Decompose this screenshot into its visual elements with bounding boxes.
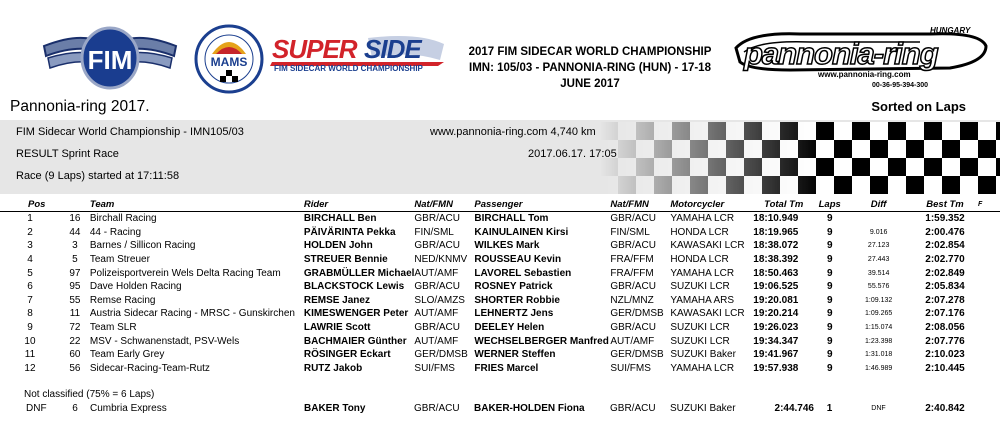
row-team: Dave Holden Racing bbox=[89, 281, 182, 293]
dnf-row bbox=[0, 402, 1000, 416]
row-rider: HOLDEN John bbox=[303, 240, 373, 252]
row-rider-nat: GBR/ACU bbox=[414, 240, 460, 252]
row-diff: 1:15.074 bbox=[865, 324, 893, 332]
row-total-time: 19:34.347 bbox=[753, 335, 799, 347]
table-row bbox=[0, 334, 1000, 348]
row-laps: 9 bbox=[826, 308, 833, 320]
row-motorcycle: SUZUKI Baker bbox=[670, 349, 736, 361]
row-rider-nat: NED/KNMV bbox=[414, 254, 468, 266]
row-pos: 7 bbox=[27, 294, 33, 306]
row-total-time: 18:19.965 bbox=[753, 226, 799, 238]
row-passenger-nat: GER/DMSB bbox=[610, 308, 664, 320]
row-rider-nat: AUT/AMF bbox=[414, 267, 459, 279]
row-passenger: WECHSELBERGER Manfred bbox=[474, 335, 609, 347]
row-team: Polizeisportverein Wels Delta Racing Team bbox=[89, 267, 281, 279]
dnf-passenger-nat: GBR/ACU bbox=[610, 403, 656, 415]
row-passenger: FRIES Marcel bbox=[474, 362, 539, 374]
row-motorcycle: KAWASAKI LCR bbox=[670, 308, 745, 320]
row-total-time: 18:38.392 bbox=[753, 254, 799, 266]
table-row bbox=[0, 348, 1000, 362]
row-laps: 9 bbox=[826, 213, 833, 225]
superside-text-super: SUPER bbox=[272, 34, 357, 64]
row-total-time: 19:20.214 bbox=[753, 308, 799, 320]
row-rider: PÄIVÄRINTA Pekka bbox=[303, 226, 396, 238]
result-label: RESULT Sprint Race bbox=[16, 148, 119, 160]
dnf-motorcycle: SUZUKI Baker bbox=[670, 403, 736, 415]
row-motorcycle: KAWASAKI LCR bbox=[670, 240, 745, 252]
row-pos: 1 bbox=[27, 213, 33, 225]
row-number: 44 bbox=[69, 226, 81, 238]
header-diff: Diff bbox=[845, 197, 912, 212]
pannonia-ring-name: pannonia-ring bbox=[744, 36, 938, 71]
row-diff: 27.443 bbox=[867, 256, 890, 264]
table-row bbox=[0, 307, 1000, 321]
row-laps: 9 bbox=[826, 335, 833, 347]
row-pos: 5 bbox=[27, 267, 33, 279]
dnf-passenger: BAKER-HOLDEN Fiona bbox=[474, 403, 585, 415]
event-info bbox=[455, 44, 725, 92]
header-team: Team bbox=[90, 197, 304, 212]
row-motorcycle: YAMAHA LCR bbox=[670, 267, 735, 279]
header-num bbox=[60, 197, 90, 212]
row-rider: BIRCHALL Ben bbox=[303, 213, 377, 225]
dnf-team: Cumbria Express bbox=[90, 403, 167, 415]
table-row bbox=[0, 226, 1000, 240]
row-team: Team Streuer bbox=[89, 254, 150, 266]
row-passenger-nat: FIN/SML bbox=[610, 226, 650, 238]
row-best-time: 2:05.834 bbox=[925, 281, 965, 293]
row-diff: 1:46.989 bbox=[865, 364, 893, 372]
row-diff: 9.016 bbox=[869, 228, 888, 236]
header-passenger-nat: Nat/FMN bbox=[610, 197, 670, 212]
row-passenger: KAINULAINEN Kirsi bbox=[474, 226, 569, 238]
row-team: Team SLR bbox=[89, 322, 137, 334]
header-laps: Laps bbox=[814, 197, 845, 212]
row-flag bbox=[978, 212, 1000, 226]
table-row bbox=[0, 239, 1000, 253]
row-number: 56 bbox=[69, 362, 81, 374]
row-pos: 12 bbox=[24, 362, 36, 374]
row-flag bbox=[978, 226, 1000, 240]
superside-subtitle: FIM SIDECAR WORLD CHAMPIONSHIP bbox=[274, 64, 423, 73]
row-passenger-nat: FRA/FFM bbox=[610, 254, 654, 266]
row-flag bbox=[978, 307, 1000, 321]
row-motorcycle: HONDA LCR bbox=[670, 254, 729, 266]
row-diff: 1:09.265 bbox=[865, 310, 893, 318]
row-laps: 9 bbox=[826, 349, 833, 361]
fim-logo bbox=[40, 24, 180, 94]
row-number: 97 bbox=[69, 267, 81, 279]
row-best-time: 2:02.849 bbox=[925, 267, 965, 279]
track-label: www.pannonia-ring.com 4,740 km bbox=[430, 126, 596, 138]
row-diff: 39.514 bbox=[867, 269, 890, 277]
row-passenger: SHORTER Robbie bbox=[474, 294, 560, 306]
dnf-best-time: 2:40.842 bbox=[925, 403, 965, 415]
row-rider: REMSE Janez bbox=[303, 294, 370, 306]
row-motorcycle: HONDA LCR bbox=[670, 226, 729, 238]
row-rider-nat: GBR/ACU bbox=[414, 281, 460, 293]
row-motorcycle: YAMAHA LCR bbox=[670, 213, 735, 225]
document-title: Pannonia-ring 2017. bbox=[10, 98, 150, 115]
row-passenger: LAVOREL Sebastien bbox=[474, 267, 572, 279]
row-diff: 55.576 bbox=[867, 283, 890, 291]
row-total-time: 19:41.967 bbox=[753, 349, 799, 361]
header-motorcycle: Motorcycler bbox=[670, 197, 753, 212]
row-pos: 11 bbox=[24, 349, 36, 361]
row-passenger-nat: GBR/ACU bbox=[610, 213, 656, 225]
row-flag bbox=[978, 266, 1000, 280]
row-rider: BLACKSTOCK Lewis bbox=[303, 281, 405, 293]
row-number: 16 bbox=[69, 213, 81, 225]
row-laps: 9 bbox=[826, 281, 833, 293]
row-passenger-nat: FRA/FFM bbox=[610, 267, 654, 279]
row-rider-nat: SLO/AMZS bbox=[414, 294, 465, 306]
row-number: 22 bbox=[69, 335, 81, 347]
row-passenger-nat: NZL/MNZ bbox=[610, 294, 654, 306]
row-rider-nat: AUT/AMF bbox=[414, 308, 459, 320]
row-pos: 3 bbox=[27, 240, 33, 252]
row-number: 3 bbox=[72, 240, 78, 252]
row-team: Birchall Racing bbox=[89, 213, 157, 225]
dnf-pos: DNF bbox=[26, 403, 47, 415]
row-flag bbox=[978, 239, 1000, 253]
row-pos: 8 bbox=[27, 308, 33, 320]
row-diff bbox=[845, 212, 912, 226]
row-passenger-nat: SUI/FMS bbox=[610, 362, 651, 374]
row-best-time: 2:07.776 bbox=[925, 335, 965, 347]
row-flag bbox=[978, 253, 1000, 267]
row-passenger-nat: GBR/ACU bbox=[610, 240, 656, 252]
row-diff: 27.123 bbox=[867, 242, 890, 250]
event-title: 2017 FIM SIDECAR WORLD CHAMPIONSHIP bbox=[468, 46, 712, 58]
header-passenger: Passenger bbox=[474, 197, 610, 212]
row-rider-nat: GBR/ACU bbox=[414, 213, 460, 225]
row-best-time: 2:10.023 bbox=[925, 349, 965, 361]
row-rider: RÖSINGER Eckart bbox=[303, 349, 391, 361]
row-team: Barnes / Sillicon Racing bbox=[89, 240, 196, 252]
table-row bbox=[0, 321, 1000, 335]
header-best-time: Best Tm bbox=[912, 197, 978, 212]
row-laps: 9 bbox=[826, 294, 833, 306]
row-flag bbox=[978, 334, 1000, 348]
not-classified-table bbox=[0, 402, 1000, 416]
row-total-time: 19:06.525 bbox=[753, 281, 799, 293]
dnf-rider-nat: GBR/ACU bbox=[414, 403, 460, 415]
row-passenger-nat: GER/DMSB bbox=[610, 349, 664, 361]
header-rider-nat: Nat/FMN bbox=[414, 197, 474, 212]
row-pos: 4 bbox=[27, 254, 33, 266]
table-row bbox=[0, 362, 1000, 376]
checkered-flag-pattern bbox=[600, 120, 1000, 194]
row-pos: 2 bbox=[27, 226, 33, 238]
row-total-time: 18:38.072 bbox=[753, 240, 799, 252]
not-classified-label: Not classified (75% = 6 Laps) bbox=[24, 389, 155, 400]
dnf-diff: DNF bbox=[871, 405, 886, 413]
row-best-time: 2:08.056 bbox=[925, 322, 965, 334]
event-header bbox=[0, 0, 1000, 96]
row-team: Team Early Grey bbox=[89, 349, 165, 361]
row-team: Sidecar-Racing-Team-Rutz bbox=[89, 362, 210, 374]
row-laps: 9 bbox=[826, 254, 833, 266]
dnf-laps: 1 bbox=[826, 403, 833, 415]
row-best-time: 2:00.476 bbox=[925, 226, 965, 238]
results-table bbox=[0, 197, 1000, 375]
table-row bbox=[0, 253, 1000, 267]
row-pos: 10 bbox=[24, 335, 36, 347]
superside-logo bbox=[268, 34, 448, 80]
row-best-time: 2:02.854 bbox=[925, 240, 965, 252]
row-best-time: 2:07.278 bbox=[925, 294, 965, 306]
superside-text-side: SIDE bbox=[364, 34, 421, 64]
row-passenger: BIRCHALL Tom bbox=[474, 213, 549, 225]
row-rider-nat: GER/DMSB bbox=[414, 349, 468, 361]
row-rider: BACHMAIER Günther bbox=[303, 335, 407, 347]
row-rider-nat: SUI/FMS bbox=[414, 362, 455, 374]
row-flag bbox=[978, 321, 1000, 335]
row-laps: 9 bbox=[826, 267, 833, 279]
row-number: 95 bbox=[69, 281, 81, 293]
row-passenger: DEELEY Helen bbox=[474, 322, 545, 334]
pannonia-ring-country: HUNGARY bbox=[930, 26, 971, 35]
header-total-time: Total Tm bbox=[753, 197, 814, 212]
race-info-banner bbox=[0, 120, 1000, 194]
results-table-header bbox=[0, 197, 1000, 212]
dnf-number: 6 bbox=[72, 403, 78, 415]
row-passenger: ROSNEY Patrick bbox=[474, 281, 553, 293]
row-number: 55 bbox=[69, 294, 81, 306]
row-pos: 9 bbox=[27, 322, 33, 334]
dnf-rider: BAKER Tony bbox=[304, 403, 366, 415]
row-passenger-nat: GBR/ACU bbox=[610, 281, 656, 293]
row-rider-nat: FIN/SML bbox=[414, 226, 454, 238]
row-rider-nat: AUT/AMF bbox=[414, 335, 459, 347]
race-datetime: 2017.06.17. 17:05 bbox=[528, 148, 617, 160]
row-total-time: 19:20.081 bbox=[753, 294, 799, 306]
championship-label: FIM Sidecar World Championship - IMN105/03 bbox=[16, 126, 244, 138]
table-row bbox=[0, 212, 1000, 226]
dnf-total-time: 2:44.746 bbox=[774, 403, 814, 415]
pannonia-ring-phone: 00-36-95-394-300 bbox=[872, 82, 929, 89]
row-flag bbox=[978, 280, 1000, 294]
row-passenger: WERNER Steffen bbox=[474, 349, 556, 361]
row-passenger-nat: GBR/ACU bbox=[610, 322, 656, 334]
table-row bbox=[0, 280, 1000, 294]
row-laps: 9 bbox=[826, 362, 833, 374]
row-best-time: 2:07.176 bbox=[925, 308, 965, 320]
row-flag bbox=[978, 294, 1000, 308]
row-motorcycle: YAMAHA ARS bbox=[670, 294, 735, 306]
row-flag bbox=[978, 362, 1000, 376]
row-total-time: 19:57.938 bbox=[753, 362, 799, 374]
row-pos: 6 bbox=[27, 281, 33, 293]
row-motorcycle: SUZUKI LCR bbox=[670, 335, 730, 347]
row-diff: 1:31.018 bbox=[865, 351, 893, 359]
row-total-time: 18:50.463 bbox=[753, 267, 799, 279]
row-rider: KIMESWENGER Peter bbox=[303, 308, 409, 320]
row-rider: STREUER Bennie bbox=[303, 254, 388, 266]
header-rider: Rider bbox=[304, 197, 415, 212]
row-flag bbox=[978, 348, 1000, 362]
row-total-time: 18:10.949 bbox=[753, 213, 799, 225]
row-motorcycle: YAMAHA LCR bbox=[670, 362, 735, 374]
table-row bbox=[0, 266, 1000, 280]
event-subtitle: IMN: 105/03 - PANNONIA-RING (HUN) - 17-18 JUNE 2017 bbox=[469, 62, 711, 90]
row-laps: 9 bbox=[826, 322, 833, 334]
row-laps: 9 bbox=[826, 240, 833, 252]
mams-logo-text: MAMS bbox=[210, 55, 248, 69]
row-best-time: 2:02.770 bbox=[925, 254, 965, 266]
row-rider: LAWRIE Scott bbox=[303, 322, 371, 334]
row-rider-nat: GBR/ACU bbox=[414, 322, 460, 334]
row-diff: 1:23.398 bbox=[865, 337, 893, 345]
row-passenger: WILKES Mark bbox=[474, 240, 540, 252]
header-flag: F bbox=[978, 197, 1000, 212]
pannonia-ring-website: www.pannonia-ring.com bbox=[818, 70, 911, 79]
row-diff: 1:09.132 bbox=[865, 296, 893, 304]
row-laps: 9 bbox=[826, 226, 833, 238]
row-motorcycle: SUZUKI LCR bbox=[670, 322, 730, 334]
row-passenger: ROUSSEAU Kevin bbox=[474, 254, 562, 266]
table-row bbox=[0, 294, 1000, 308]
row-passenger-nat: AUT/AMF bbox=[610, 335, 655, 347]
fim-logo-text: FIM bbox=[87, 45, 133, 75]
row-total-time: 19:26.023 bbox=[753, 322, 799, 334]
row-motorcycle: SUZUKI LCR bbox=[670, 281, 730, 293]
row-number: 72 bbox=[69, 322, 81, 334]
row-rider: GRABMÜLLER Michael bbox=[303, 267, 415, 279]
race-start-label: Race (9 Laps) started at 17:11:58 bbox=[16, 170, 180, 182]
row-team: MSV - Schwanenstadt, PSV-Wels bbox=[89, 335, 240, 347]
row-best-time: 2:10.445 bbox=[925, 362, 965, 374]
row-passenger: LEHNERTZ Jens bbox=[474, 308, 554, 320]
sort-label: Sorted on Laps bbox=[871, 99, 966, 114]
row-number: 5 bbox=[72, 254, 78, 266]
row-team: Remse Racing bbox=[89, 294, 156, 306]
row-team: Austria Sidecar Racing - MRSC - Gunskirchen bbox=[89, 308, 295, 320]
row-number: 11 bbox=[69, 308, 81, 320]
row-best-time: 1:59.352 bbox=[925, 213, 965, 225]
header-pos: Pos bbox=[0, 197, 60, 212]
mams-logo bbox=[194, 24, 264, 94]
row-team: 44 - Racing bbox=[89, 226, 142, 238]
row-number: 60 bbox=[69, 349, 81, 361]
row-rider: RUTZ Jakob bbox=[303, 362, 363, 374]
